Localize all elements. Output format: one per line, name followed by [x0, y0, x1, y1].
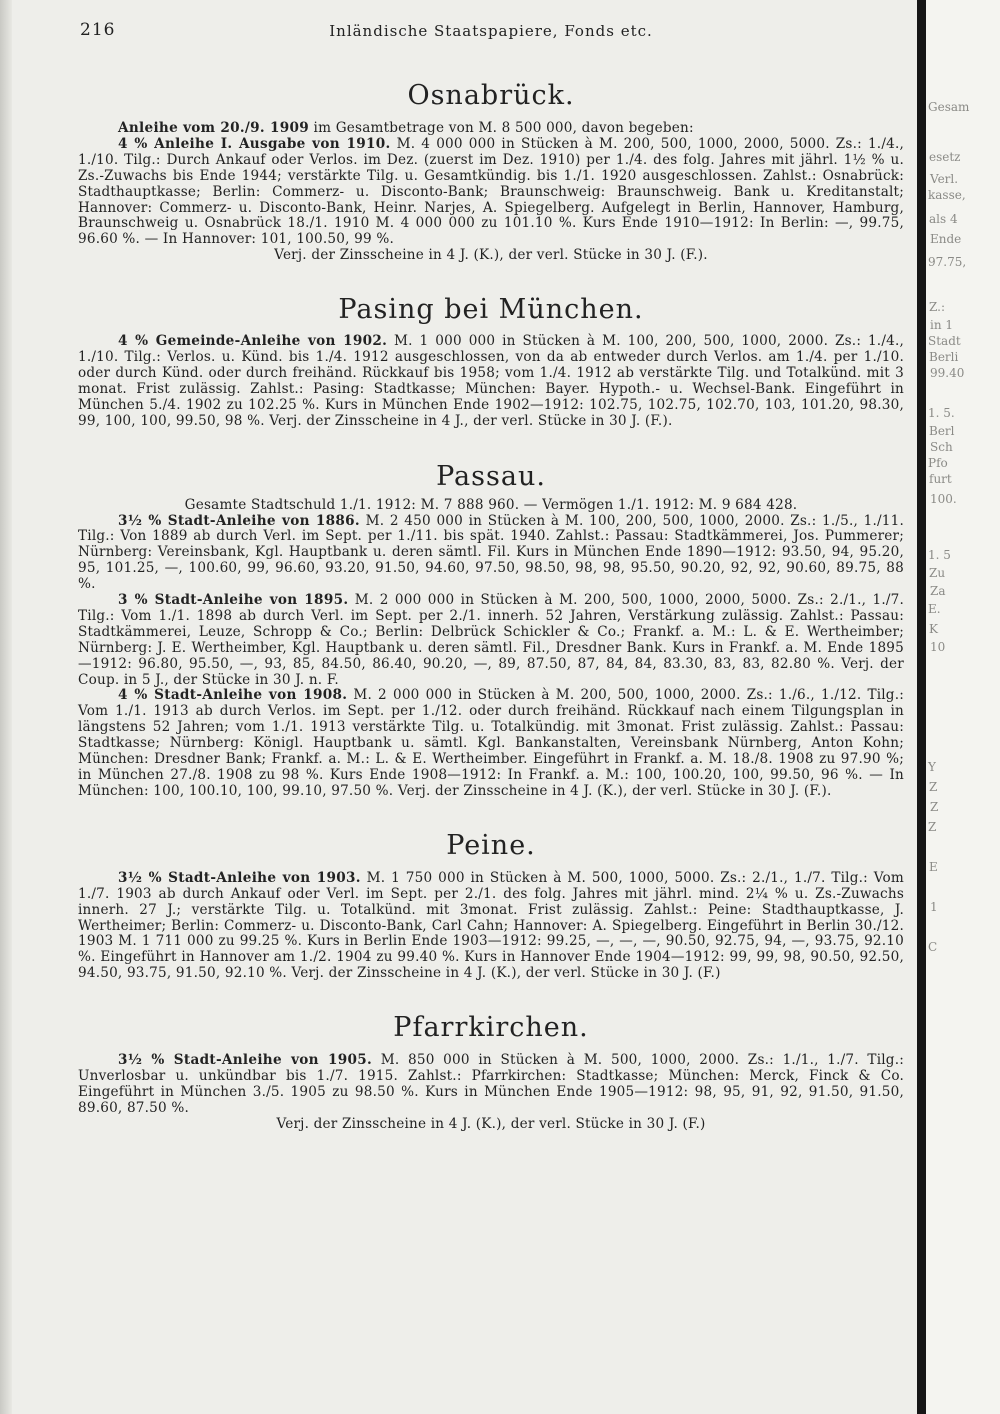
bond-heading: 3½ % Stadt-Anleihe von 1905.	[118, 1052, 373, 1069]
adjacent-page-fragment: Z.:	[929, 300, 945, 314]
adjacent-page-fragment: Verl.	[930, 172, 959, 186]
adjacent-page-fragment: als 4	[929, 212, 958, 226]
section-title: Peine.	[446, 829, 536, 861]
adjacent-page-fragment: Stadt	[928, 334, 961, 348]
bond-heading: 4 % Gemeinde-Anleihe von 1902.	[118, 333, 388, 350]
book-gutter	[917, 0, 926, 1414]
adjacent-page-fragment: 1. 5.	[928, 406, 955, 420]
adjacent-page-fragment: Sch	[930, 440, 953, 454]
entry-text: Gesamte Stadtschuld 1./1. 1912: M. 7 888 960. — Vermögen 1./1. 1912: M. 9 684 428.	[184, 496, 798, 513]
centered-note	[78, 248, 904, 264]
entry-text: M. 1 000 000 in Stücken à M. 100, 200, 500, 1000, 2000. Zs.: 1./4., 1./10. Tilg.: Verlos. u. Künd. bis 1./4. 1912 ausgeschlossen, von da ab entweder durch Verlos. am 1./4. per 1./10. oder durch Künd. oder durch freihänd. Rückkauf bis 1958; vom 1./4. 1912 ab verstärkte Tilg. und Totalkünd. mit 3 monat. Frist zulässig. Zahlst.: Pasing: Stadtkasse; München: Bayer. Hypoth.- u. Wechsel-Bank. Eingeführt in München 5./4. 1902 zu 102.25 %. Kurs in München Ende 1902—1912: 102.75, 102.75, 102.70, 103, 101.20, 98.30, 99, 100, 100, 99.50, 98 %. Verj. der Zinsscheine in 4 J., der verl. Stücke in 30 J. (F.).	[78, 333, 905, 429]
adjacent-page-fragment: Z	[928, 820, 937, 834]
adjacent-page-fragment: 99.40	[930, 366, 965, 380]
adjacent-page-fragment: kasse,	[928, 188, 966, 202]
running-title: Inländische Staatspapiere, Fonds etc.	[329, 22, 653, 40]
bond-entry	[78, 688, 904, 799]
adjacent-page-fragment: E	[929, 860, 938, 874]
adjacent-page-fragment: in 1	[930, 318, 954, 332]
scan-edge-shadow	[0, 0, 12, 1414]
entry-text: M. 1 750 000 in Stücken à M. 500, 1000, 5000. Zs.: 2./1., 1./7. Tilg.: Vom 1./7. 1903 ab durch Ankauf oder Verl. im Sept. per 2./1. des folg. Jahres mit jährl. mind. 2¼ % u. Zs.-Zuwachs innerh. 27 J.; verstärkte Tilg. u. Totalkünd. mit 3monat. Frist zulässig. Zahlst.: Peine: Stadthauptkasse, J. Wertheimer; Berlin: Commerz- u. Disconto-Bank, Carl Cahn; Hannover: A. Spiegelberg. Eingeführt in Berlin 30./12. 1903 M. 1 711 000 zu 99.25 %. Kurs in Berlin Ende 1903—1912: 99.25, —, —, —, 90.50, 92.75, 94, —, 93.75, 92.10 %. Eingeführt in Hannover am 1./2. 1904 zu 99.40 %. Kurs in Hannover Ende 1904—1912: 99, 99, 98, 90.50, 92.50, 94.50, 93.75, 91.50, 92.10 %. Verj. der Zinsscheine in 4 J. (K.), der verl. Stücke in 30 J. (F.)	[78, 869, 904, 982]
sections-container	[78, 80, 904, 1133]
bond-entry	[78, 137, 904, 248]
adjacent-page-fragment: furt	[929, 472, 952, 486]
entry-text: M. 4 000 000 in Stücken à M. 200, 500, 1000, 2000, 5000. Zs.: 1./4., 1./10. Tilg.: Durch Ankauf oder Verlos. im Dez. (zuerst im Dez. 1910) per 1./4. des folg. Jahres mit jährl. 1½ % u. Zs.-Zuwachs bis Ende 1944; verstärkte Tilg. u. Gesamtkündig. bis 1./1. 1920 ausgeschlossen. Zahlst.: Osnabrück: Stadthauptkasse; Berlin: Commerz- u. Disconto-Bank; Braunschweig: Braunschweig. Bank u. Kreditanstalt; Hannover: Commerz- u. Disconto-Bank, Heinr. Narjes, A. Spiegelberg. Aufgelegt in Berlin, Hannover, Hamburg, Braunschweig u. Osnabrück 18./1. 1910 M. 4 000 000 zu 101.10 %. Kurs Ende 1910—1912: In Berlin: —, 99.75, 96.60 %. — In Hannover: 101, 100.50, 99 %.	[78, 135, 904, 248]
adjacent-page-fragment: Berl	[929, 424, 955, 438]
bond-heading: 4 % Anleihe I. Ausgabe von 1910.	[118, 135, 391, 152]
centered-note	[78, 498, 904, 514]
page-number: 216	[80, 20, 116, 40]
bond-entry	[78, 121, 904, 137]
adjacent-page-fragment: 100.	[930, 492, 957, 506]
section-pfarrkirchen	[78, 1012, 904, 1133]
section-pasing	[78, 294, 904, 429]
adjacent-page-fragment: esetz	[929, 150, 961, 164]
entry-text: M. 2 000 000 in Stücken à M. 200, 500, 1000, 2000, 5000. Zs.: 2./1., 1./7. Tilg.: Vom 1./1. 1898 ab durch Verl. im Sept. per 2./1. innerh. 52 Jahren, Verstärkung zulässig. Zahlst.: Passau: Stadtkämmerei, Leuze, Schropp & Co.; Berlin: Delbrück Schickler & Co.; Frankf. a. M.: L. & E. Wertheimber; Nürnberg: J. E. Wertheimber, Kgl. Hauptbank u. deren sämtl. Fil., Dresdner Bank. Kurs in Frankf. a. M. Ende 1895—1912: 96.80, 95.50, —, 93, 85, 84.50, 86.40, 90.20, —, 89, 87.50, 87, 84, 84, 83.30, 83, 83, 82.80 %. Verj. der Coup. in 5 J., der Stücke in 30 J. n. F.	[78, 592, 904, 688]
section-title: Pfarrkirchen.	[393, 1012, 589, 1044]
centered-note	[78, 1117, 904, 1133]
adjacent-page-fragment: E.	[928, 602, 941, 616]
entry-text: M. 2 450 000 in Stücken à M. 100, 200, 500, 1000, 2000. Zs.: 1./5., 1./11. Tilg.: Von 1889 ab durch Verl. im Sept. per 1./11. bis spät. 1940. Zahlst.: Passau: Stadtkämmerei, Jos. Pummerer; Nürnberg: Vereinsbank, Kgl. Hauptbank u. deren sämtl. Fil. Kurs in München Ende 1890—1912: 93.50, 94, 95.20, 95, 101.25, —, 100.60, 99, 96.60, 93.20, 91.50, 94.60, 97.50, 98.50, 98, 98, 95.50, 90.20, 92, 92, 90.60, 89.75, 88 %.	[78, 512, 904, 593]
adjacent-page-fragment: Z	[929, 780, 938, 794]
bond-entry	[78, 514, 904, 594]
adjacent-page-fragment: 1	[930, 900, 938, 914]
adjacent-page-fragment: Gesam	[928, 100, 970, 114]
adjacent-page-fragment: 10	[930, 640, 946, 654]
adjacent-page-fragment: Zu	[929, 566, 946, 580]
section-osnabrueck	[78, 80, 904, 264]
bond-entry	[78, 871, 904, 982]
section-passau	[78, 461, 904, 800]
bond-heading: 4 % Stadt-Anleihe von 1908.	[118, 687, 348, 704]
section-title: Pasing bei München.	[338, 294, 644, 326]
entry-text: M. 2 000 000 in Stücken à M. 200, 500, 1000, 2000. Zs.: 1./6., 1./12. Tilg.: Vom 1./1. 1913 ab durch Verlos. im Sept. per 1./12. oder durch freihänd. Rückkauf nach einem Tilgungsplan in längstens 52 Jahren; vom 1./1. 1913 verstärkte Tilg. u. Totalkündig. mit 3monat. Frist zulässig. Zahlst.: Passau: Stadtkasse; Nürnberg: Königl. Hauptbank u. sämtl. Kgl. Bankanstalten, Vereinsbank Nürnberg, Anton Kohn; München: Dresdner Bank; Frankf. a. M.: L. & E. Wertheimber. Eingeführt in Frankf. a. M. 18./8. 1908 zu 97.90 %; in München 27./8. 1908 zu 98 %. Kurs Ende 1908—1912: In Frankf. a. M.: 100, 100.20, 100, 99.50, 96 %. — In München: 100, 100.10, 100, 99.10, 97.50 %. Verj. der Zinsscheine in 4 J. (K.), der verl. Stücke in 30 J. (F.).	[78, 687, 905, 799]
page	[78, 18, 904, 1133]
section-title: Passau.	[436, 460, 546, 492]
bond-heading: Anleihe vom 20./9. 1909	[118, 120, 310, 136]
bond-heading: 3½ % Stadt-Anleihe von 1886.	[118, 512, 360, 529]
adjacent-page-fragment: Ende	[930, 232, 962, 246]
adjacent-page-bleed	[926, 0, 1000, 1414]
running-head	[78, 18, 904, 52]
bond-entry	[78, 593, 904, 688]
bond-entry	[78, 334, 904, 429]
entry-text: Verj. der Zinsscheine in 4 J. (K.), der verl. Stücke in 30 J. (F.)	[276, 1115, 706, 1132]
adjacent-page-fragment: 1. 5	[928, 548, 951, 562]
bond-heading: 3 % Stadt-Anleihe von 1895.	[118, 592, 349, 609]
section-title: Osnabrück.	[407, 80, 575, 111]
adjacent-page-fragment: Z	[930, 800, 939, 814]
adjacent-page-fragment: Za	[930, 584, 946, 598]
bond-heading: 3½ % Stadt-Anleihe von 1903.	[118, 869, 361, 886]
entry-text: Verj. der Zinsscheine in 4 J. (K.), der verl. Stücke in 30 J. (F.).	[274, 247, 708, 264]
adjacent-page-fragment: Berli	[929, 350, 959, 364]
adjacent-page-fragment: Pfo	[928, 456, 948, 470]
section-peine	[78, 830, 904, 982]
entry-text: M. 850 000 in Stücken à M. 500, 1000, 2000. Zs.: 1./1., 1./7. Tilg.: Unverlosbar u. unkündbar bis 1./7. 1915. Zahlst.: Pfarrkirchen: Stadtkasse; München: Merck, Finck & Co. Eingeführt in München 3./5. 1905 zu 98.50 %. Kurs in München Ende 1905—1912: 98, 95, 91, 92, 91.50, 91.50, 89.60, 87.50 %.	[78, 1052, 904, 1116]
adjacent-page-fragment: K	[929, 622, 938, 636]
adjacent-page-fragment: Y	[928, 760, 936, 774]
adjacent-page-fragment: 97.75,	[928, 255, 967, 269]
entry-text: im Gesamtbetrage von M. 8 500 000, davon begeben:	[309, 120, 694, 136]
bond-entry	[78, 1053, 904, 1117]
adjacent-page-fragment: C	[928, 940, 938, 954]
